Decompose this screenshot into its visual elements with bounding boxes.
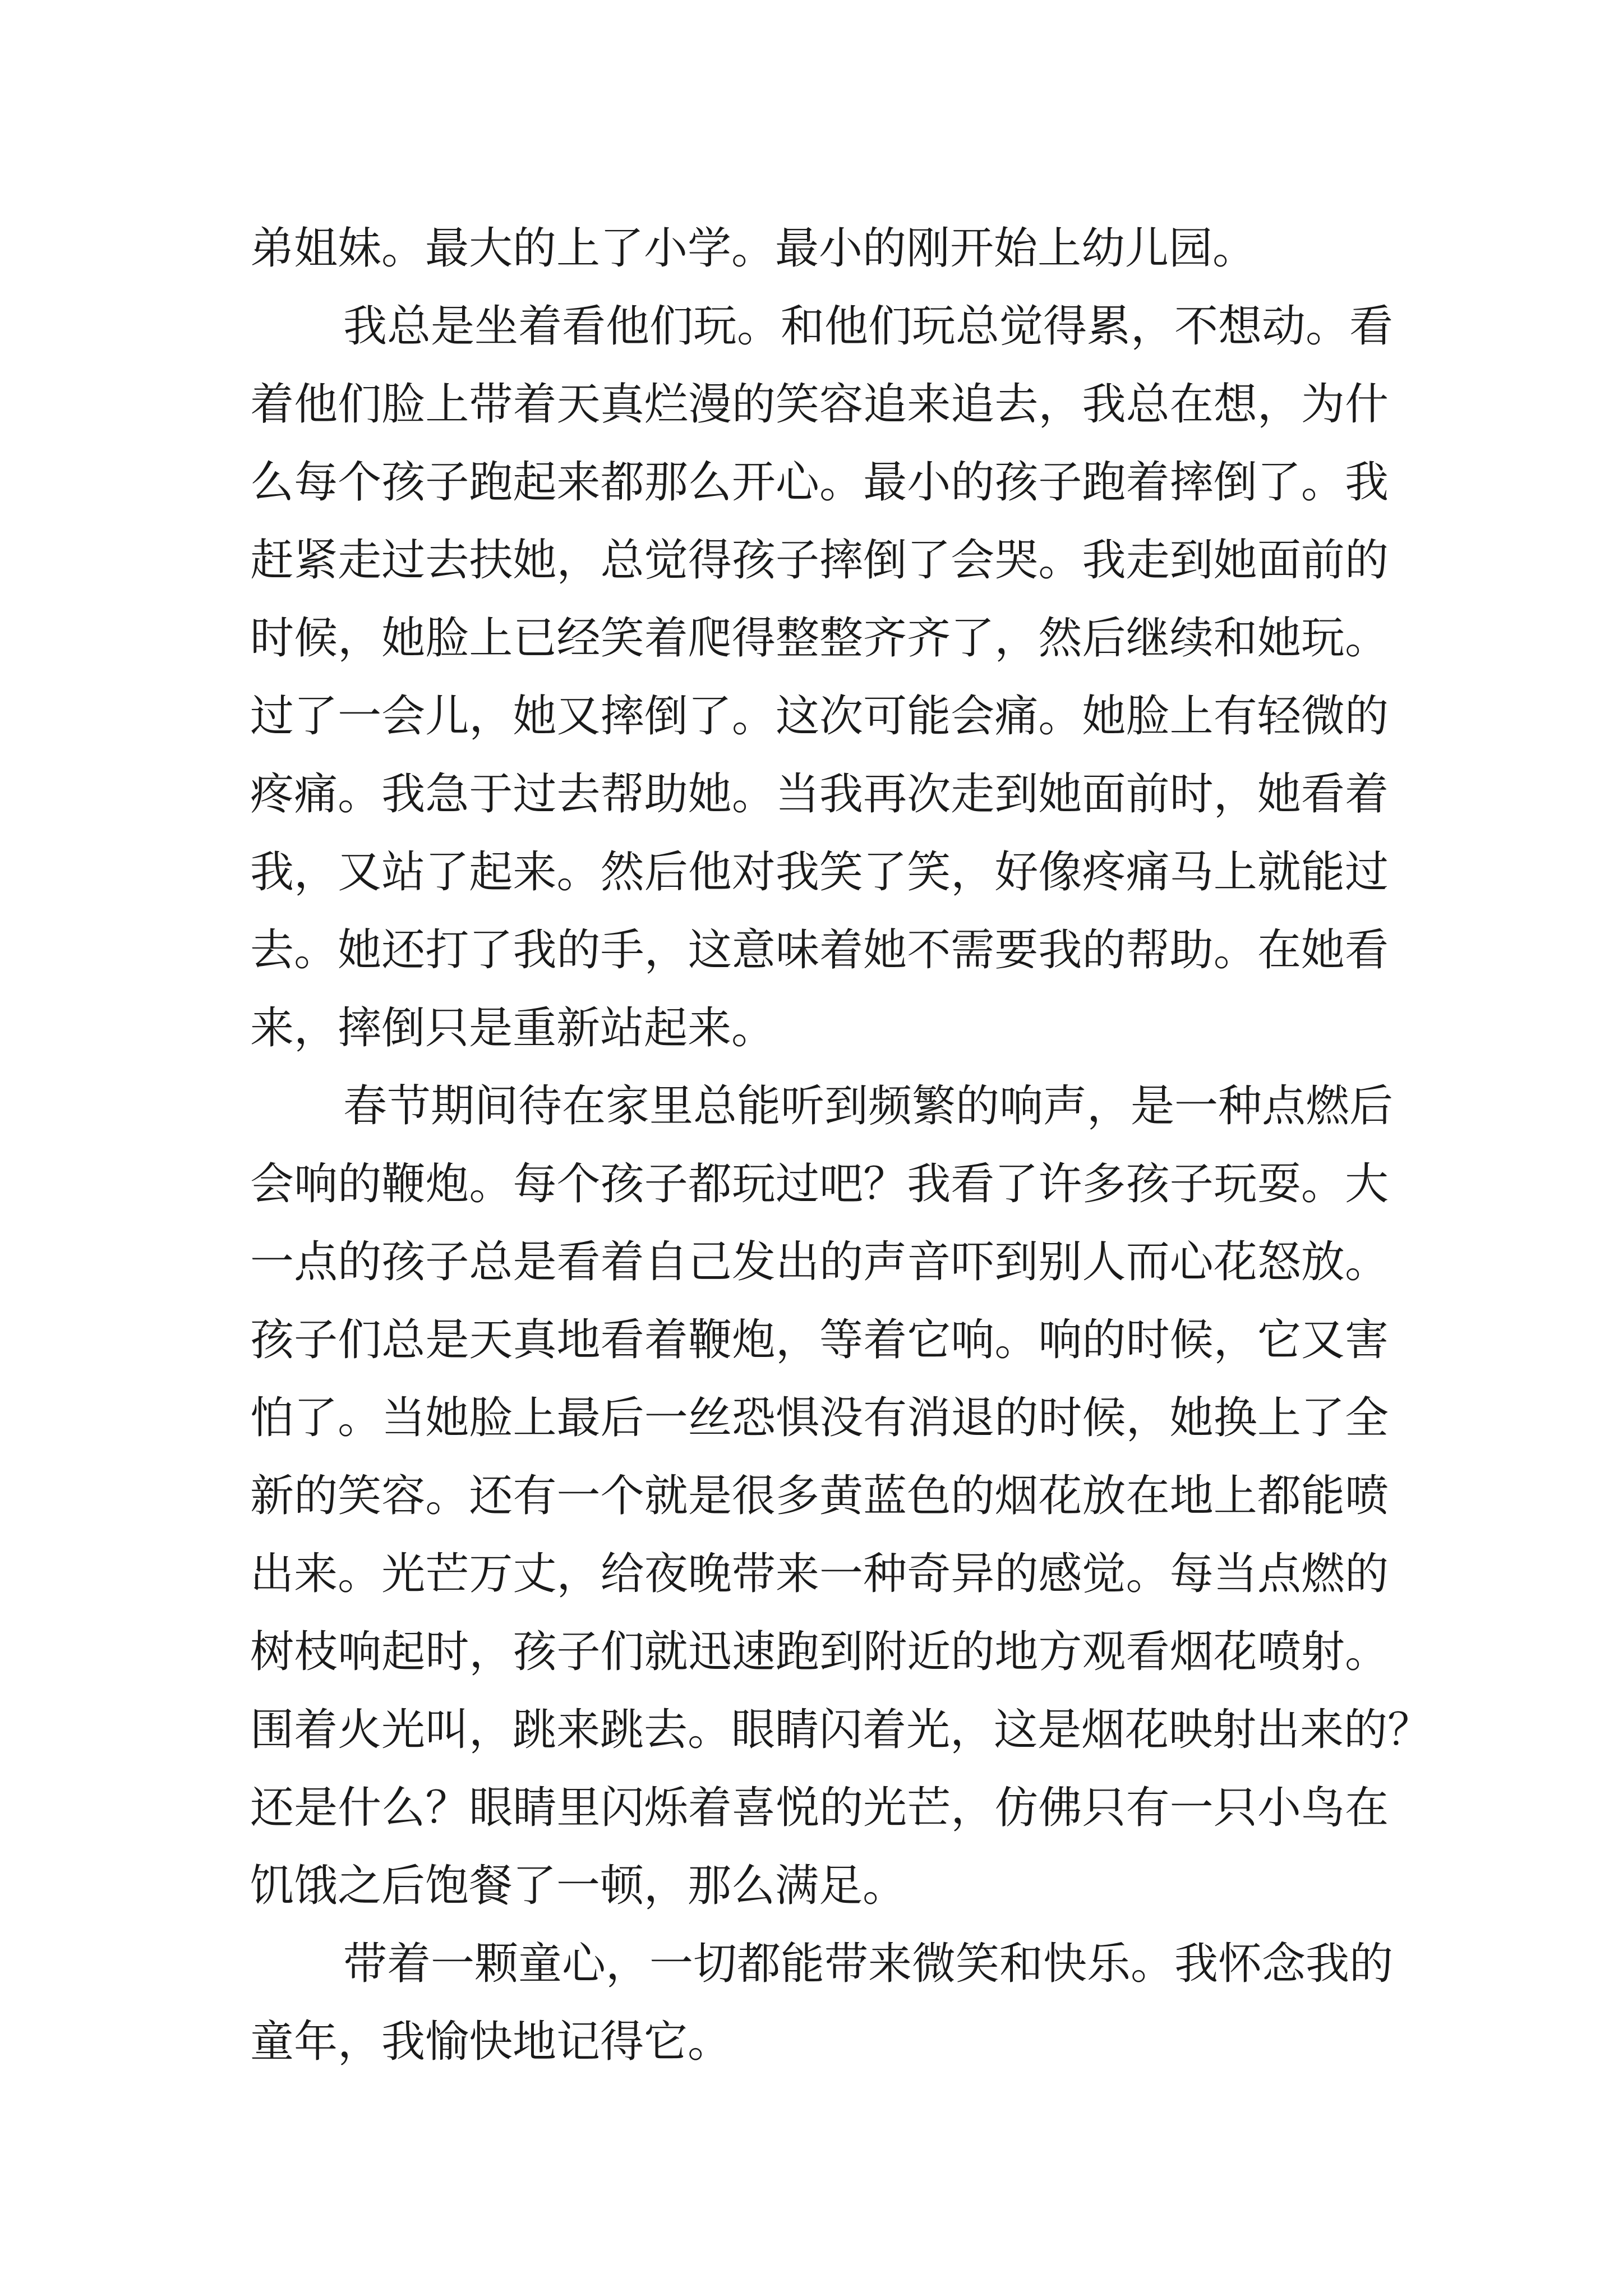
paragraph [250, 288, 1394, 1068]
text-line: 我总是坐着看他们玩。和他们玩总觉得累，不想动。看 [343, 301, 1394, 352]
text-line: 会响的鞭炮。每个孩子都玩过吧？我看了许多孩子玩耍。大 [250, 1159, 1389, 1209]
text-line: 一点的孩子总是看着自己发出的声音吓到别人而心花怒放。 [250, 1237, 1389, 1287]
text-line: 还是什么？眼睛里闪烁着喜悦的光芒，仿佛只有一只小鸟在 [250, 1783, 1389, 1833]
text-line: 我，又站了起来。然后他对我笑了笑，好像疼痛马上就能过 [250, 847, 1389, 898]
text-line: 着他们脸上带着天真烂漫的笑容追来追去，我总在想，为什 [250, 379, 1389, 430]
document-body [250, 210, 1432, 2081]
paragraph [250, 1925, 1394, 2081]
paragraph [250, 210, 1389, 288]
text-line: 弟姐妹。最大的上了小学。最小的刚开始上幼儿园。 [250, 223, 1257, 274]
text-line: 来，摔倒只是重新站起来。 [250, 1003, 776, 1053]
text-line: 去。她还打了我的手，这意味着她不需要我的帮助。在她看 [250, 925, 1389, 976]
text-line: 么每个孩子跑起来都那么开心。最小的孩子跑着摔倒了。我 [250, 457, 1389, 508]
text-line: 孩子们总是天真地看着鞭炮，等着它响。响的时候，它又害 [250, 1315, 1389, 1365]
text-line: 新的笑容。还有一个就是很多黄蓝色的烟花放在地上都能喷 [250, 1471, 1389, 1521]
text-line: 赶紧走过去扶她，总觉得孩子摔倒了会哭。我走到她面前的 [250, 535, 1389, 586]
paragraph [250, 1068, 1432, 1925]
text-line: 时候，她脸上已经笑着爬得整整齐齐了，然后继续和她玩。 [250, 613, 1389, 664]
text-line: 带着一颗童心，一切都能带来微笑和快乐。我怀念我的 [343, 1939, 1394, 1989]
text-line: 围着火光叫，跳来跳去。眼睛闪着光，这是烟花映射出来的？ [250, 1705, 1432, 1755]
text-line: 春节期间待在家里总能听到频繁的响声，是一种点燃后 [343, 1081, 1394, 1131]
text-line: 疼痛。我急于过去帮助她。当我再次走到她面前时，她看着 [250, 769, 1389, 820]
text-line: 饥饿之后饱餐了一顿，那么满足。 [250, 1861, 907, 1911]
text-line: 童年，我愉快地记得它。 [250, 2017, 732, 2067]
text-line: 怕了。当她脸上最后一丝恐惧没有消退的时候，她换上了全 [250, 1393, 1389, 1443]
text-line: 过了一会儿，她又摔倒了。这次可能会痛。她脸上有轻微的 [250, 691, 1389, 742]
text-line: 树枝响起时，孩子们就迅速跑到附近的地方观看烟花喷射。 [250, 1627, 1389, 1677]
text-line: 出来。光芒万丈，给夜晚带来一种奇异的感觉。每当点燃的 [250, 1549, 1389, 1599]
